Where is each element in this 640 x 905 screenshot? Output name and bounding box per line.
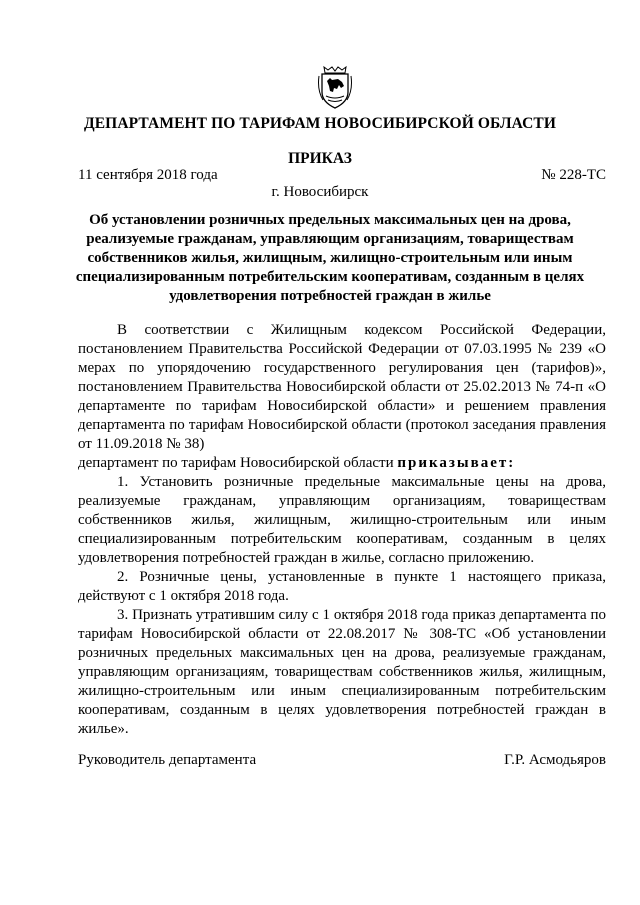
preamble-paragraph: В соответствии с Жилищным кодексом Российской Федерации, постановлением Правительства Российской Федерации от 07.03.1995 № 239 «О мерах по упорядочению государственного регулирования цен (тарифов)», постановлением Правительства Новосибирской области от 25.02.2013 № 74-п «О департаменте по тарифам Новосибирской области» и решением правления департамента по тарифам Новосибирской области (протокол заседания правления от 11.09.2018 № 38) (78, 322, 606, 452)
department-title: ДЕПАРТАМЕНТ ПО ТАРИФАМ НОВОСИБИРСКОЙ ОБЛАСТИ (83, 115, 557, 132)
order-item-2: 2. Розничные цены, установленные в пункте 1 настоящего приказа, действуют с 1 октября 2018 года. (78, 569, 606, 604)
orders-prefix: департамент по тарифам Новосибирской области (78, 455, 398, 471)
document-number: № 228-ТС (541, 167, 606, 183)
document-city: г. Новосибирск (271, 184, 369, 200)
document-date: 11 сентября 2018 года (78, 167, 218, 183)
order-item-1: 1. Установить розничные предельные максимальные цены на дрова, реализуемые гражданам, управляющим организациям, товариществам собственников жилья, жилищным, жилищно-строительным или иным специализированным потребительским кооперативам, созданным в целях удовлетворения потребностей граждан в жилье, согласно приложению. (78, 474, 606, 566)
orders-line (78, 454, 606, 473)
orders-word: приказывает: (397, 455, 516, 471)
document-body (78, 321, 606, 739)
document-type: ПРИКАЗ (288, 150, 352, 167)
coat-of-arms-icon (317, 64, 353, 110)
order-item-3: 3. Признать утратившим силу с 1 октября 2018 года приказ департамента по тарифам Новосибирской области от 22.08.2017 № 308-ТС «Об установлении розничных предельных максимальных цен на дрова, реализуемые гражданам, управляющим организациям, товариществам собственников жилья, жилищным, жилищно-строительным или иным специализированным потребительским кооперативам, созданным в целях удовлетворения потребностей граждан в жилье». (78, 607, 606, 737)
document-subject: Об установлении розничных предельных максимальных цен на дрова, реализуемые гражданам, управляющим организациям, товариществам собственников жилья, жилищным, жилищно-строительным или иным специализированным потребительским кооперативам, созданным в целях удовлетворения потребностей граждан в жилье (75, 212, 585, 304)
signatory-name: Г.Р. Асмодьяров (504, 752, 606, 768)
signatory-role: Руководитель департамента (78, 752, 257, 768)
